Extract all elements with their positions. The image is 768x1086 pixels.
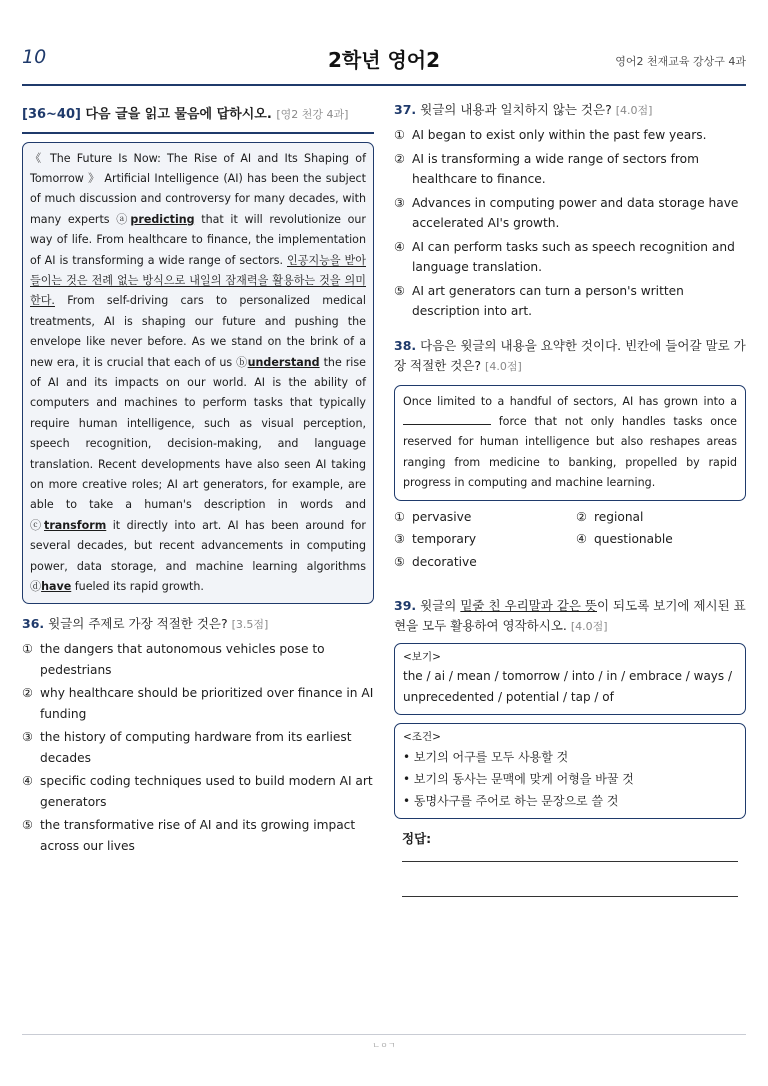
page-title: 2학년 영어2 xyxy=(327,48,441,72)
option-text: temporary xyxy=(412,532,477,547)
option-text: pervasive xyxy=(412,509,472,524)
option-text: AI began to exist only within the past few years. xyxy=(412,128,707,142)
passage-text-1: 《 The Future Is Now: The Rise of AI and Its Shaping of Tomorrow 》 Artificial Intelligence (AI) has been the subject of much discussion and controversy for many decades, with many experts xyxy=(30,151,366,226)
option-text: Advances in computing power and data storage have accelerated AI's growth. xyxy=(412,195,739,230)
q38-option-5[interactable] xyxy=(394,552,576,573)
marked-word-c: transform xyxy=(44,518,107,532)
marked-word-a: predicting xyxy=(130,212,195,226)
q38-option-4[interactable] xyxy=(576,529,746,550)
option-text: AI art generators can turn a person's written description into art. xyxy=(412,283,684,318)
section-heading xyxy=(22,104,374,126)
option-number: ⑤ xyxy=(394,554,405,569)
q38-number: 38. xyxy=(394,337,417,353)
section-rule xyxy=(22,132,374,134)
mark-c: ⓒ xyxy=(30,518,45,532)
q36-prompt xyxy=(22,614,374,635)
option-number: ② xyxy=(22,686,33,701)
mark-d: ⓓ xyxy=(30,580,42,594)
q37-text: 윗글의 내용과 일치하지 않는 것은? xyxy=(420,102,612,117)
option-text: AI is transforming a wide range of sectors from healthcare to finance. xyxy=(412,151,700,186)
option-text: the history of computing hardware from its earliest decades xyxy=(40,730,352,765)
option-text: questionable xyxy=(594,532,673,547)
q36-options xyxy=(22,639,374,856)
q38-option-1[interactable] xyxy=(394,507,576,528)
option-number: ③ xyxy=(394,532,405,547)
option-text: the dangers that autonomous vehicles pose to pedestrians xyxy=(40,642,325,677)
passage-text-6: fueled its rapid growth. xyxy=(71,580,204,594)
summary-text-after: force that not only handles tasks once reserved for human intelligence but also reshapes areas ranging from medicine to banking, propelled by rapid progress in computing and machine learning. xyxy=(403,414,737,490)
condition-2: • 보기의 동사는 문맥에 맞게 어형을 바꿀 것 xyxy=(403,772,634,787)
answer-label: 정답: xyxy=(402,831,432,847)
marked-word-b: understand xyxy=(247,355,320,369)
q37-option-2[interactable] xyxy=(394,149,746,190)
answer-line-1[interactable] xyxy=(402,847,738,862)
summary-box xyxy=(394,385,746,501)
bogi-label: <보기> xyxy=(403,651,441,664)
marked-word-d: have xyxy=(41,580,72,594)
option-number: ④ xyxy=(394,239,405,254)
condition-1: • 보기의 어구를 모두 사용할 것 xyxy=(403,750,569,765)
q37-options xyxy=(394,125,746,322)
question-37 xyxy=(394,100,746,322)
q39-points: [4.0점] xyxy=(570,620,608,634)
q38-option-3[interactable] xyxy=(394,529,576,550)
option-number: ① xyxy=(394,128,405,142)
footer-text: ㄴㅇㄱ xyxy=(372,1041,396,1050)
option-number: ④ xyxy=(22,774,33,789)
option-text: regional xyxy=(594,509,644,524)
q38-option-2[interactable] xyxy=(576,507,746,528)
section-source: [영2 천강 4과] xyxy=(276,108,349,121)
conditions-box xyxy=(394,723,746,819)
q38-text: 다음은 윗글의 내용을 요약한 것이다. 빈칸에 들어갈 말로 가장 적절한 것은? xyxy=(394,337,746,373)
q37-option-5[interactable] xyxy=(394,281,746,322)
reading-passage xyxy=(22,142,374,605)
option-number: ① xyxy=(394,509,405,524)
option-text: specific coding techniques used to build modern AI art generators xyxy=(40,774,373,809)
question-38 xyxy=(394,336,746,575)
page-number: 10 xyxy=(22,46,47,68)
q36-option-3[interactable] xyxy=(22,727,374,768)
bogi-words: the / ai / mean / tomorrow / into / in / embrace / ways / unprecedented / potential / tap / of xyxy=(403,669,733,705)
q36-text: 윗글의 주제로 가장 적절한 것은? xyxy=(48,616,228,632)
q36-option-4[interactable] xyxy=(22,771,374,812)
question-36 xyxy=(22,614,374,856)
summary-blank xyxy=(403,412,491,425)
q36-option-5[interactable] xyxy=(22,815,374,856)
q37-number: 37. xyxy=(394,102,417,117)
mark-b: ⓑ xyxy=(236,355,248,369)
q37-option-4[interactable] xyxy=(394,237,746,278)
option-number: ③ xyxy=(22,730,33,745)
header-rule xyxy=(22,84,746,86)
q39-text-after: 이 되도록 보기에 제시된 표현을 모두 활용하여 영작하시오. xyxy=(394,598,746,634)
question-39 xyxy=(394,596,746,897)
passage-text-2: that it will revolutionize our way of life. From healthcare to finance, the implementation of AI is transforming a wide range of sectors. xyxy=(30,212,366,267)
option-text: why healthcare should be prioritized over finance in AI funding xyxy=(40,686,374,721)
q36-points: [3.5점] xyxy=(231,618,269,632)
option-number: ② xyxy=(576,509,587,524)
q37-option-1[interactable] xyxy=(394,125,746,146)
summary-text-before: Once limited to a handful of sectors, AI has grown into a xyxy=(403,394,737,408)
q36-number: 36. xyxy=(22,616,45,632)
conditions-label: <조건> xyxy=(403,731,441,744)
option-number: ④ xyxy=(576,532,587,547)
section-instruction: 다음 글을 읽고 물음에 답하시오. xyxy=(85,107,272,122)
subject-label: 영어2 천재교육 강상구 4과 xyxy=(615,55,746,68)
mark-a: ⓐ xyxy=(116,212,131,226)
q37-prompt xyxy=(394,100,746,121)
passage-text-4: the rise of AI and its impacts on our world. AI is the ability of computers and machines to perform tasks that typically require human intelligence, such as visual perception, speech recognition, decision-making, and language translation. Recent developments have also seen AI taking on more creative roles; AI art generators, for example, are able to take a human's description in words and xyxy=(30,355,366,512)
passage-text-5: it directly into art. AI has been around for several decades, but recent advancements in computing power, data storage, and machine learning algorithms xyxy=(30,518,366,573)
underlined-korean-sentence: 인공지능을 받아들이는 것은 전례 없는 방식으로 내일의 잠재력을 활용하는 것을 의미한다. xyxy=(30,253,366,308)
q36-option-2[interactable] xyxy=(22,683,374,724)
footer-rule xyxy=(22,1034,746,1035)
bogi-box xyxy=(394,643,746,715)
right-column xyxy=(394,100,746,897)
condition-3: • 동명사구를 주어로 하는 문장으로 쓸 것 xyxy=(403,794,619,809)
passage-text-3: From self-driving cars to personalized medical treatments, AI is shaping our future and pushing the envelope like never before. As we stand on the brink of a new era, it is crucial that each of us xyxy=(30,294,366,369)
option-number: ⑤ xyxy=(394,283,405,298)
answer-line-2[interactable] xyxy=(402,882,738,897)
left-column xyxy=(22,104,374,859)
option-number: ⑤ xyxy=(22,818,33,833)
option-text: AI can perform tasks such as speech recognition and language translation. xyxy=(412,239,735,274)
option-number: ① xyxy=(22,642,33,657)
option-text: the transformative rise of AI and its growing impact across our lives xyxy=(40,818,356,853)
section-range: [36~40] xyxy=(22,107,81,122)
option-number: ③ xyxy=(394,195,405,210)
page-header xyxy=(22,40,746,80)
q37-option-3[interactable] xyxy=(394,193,746,234)
q38-prompt xyxy=(394,336,746,377)
q37-points: [4.0점] xyxy=(615,104,653,117)
q39-text-underlined: 밑줄 친 우리말과 같은 뜻 xyxy=(460,598,597,614)
option-number: ② xyxy=(394,151,405,166)
q38-options xyxy=(394,507,746,575)
q39-number: 39. xyxy=(394,598,417,614)
q38-points: [4.0점] xyxy=(485,359,522,373)
q39-text-before: 윗글의 xyxy=(420,598,461,614)
q39-prompt xyxy=(394,596,746,637)
q36-option-1[interactable] xyxy=(22,639,374,680)
option-text: decorative xyxy=(412,554,477,569)
